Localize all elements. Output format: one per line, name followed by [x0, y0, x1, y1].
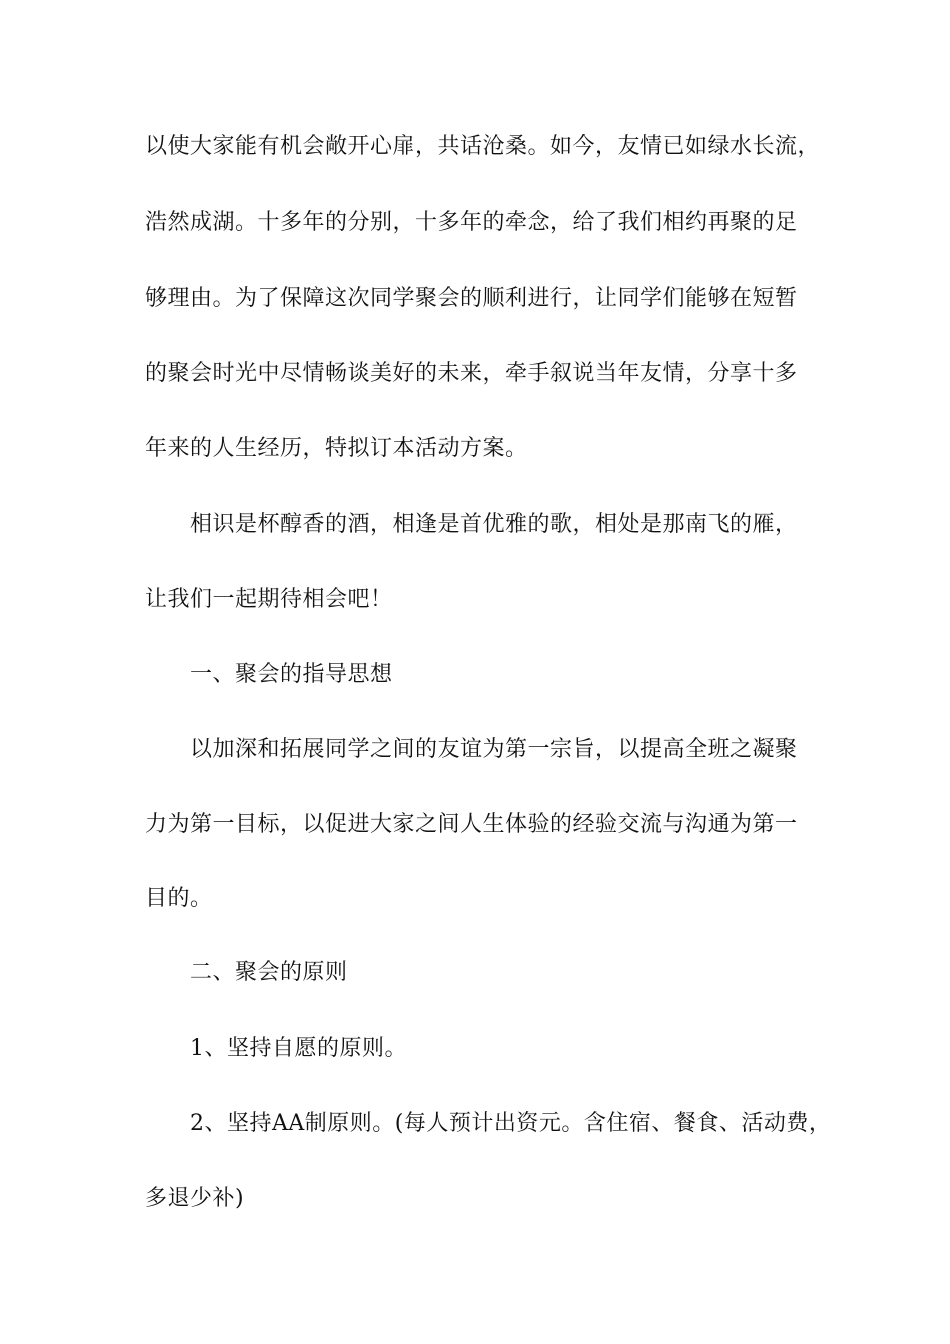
list-item: 2、坚持AA制原则。(每人预计出资元。含住宿、餐食、活动费， [190, 1111, 832, 1136]
body-text-line: 浩然成湖。十多年的分别，十多年的牵念，给了我们相约再聚的足 [145, 210, 798, 235]
body-text-line: 力为第一目标，以促进大家之间人生体验的经验交流与沟通为第一 [145, 812, 798, 837]
paragraph-start-line: 以加深和拓展同学之间的友谊为第一宗旨，以提高全班之凝聚 [190, 737, 798, 762]
body-text-line: 目的。 [145, 886, 213, 911]
body-text-line: 的聚会时光中尽情畅谈美好的未来，牵手叙说当年友情，分享十多 [145, 361, 798, 386]
body-text-line: 够理由。为了保障这次同学聚会的顺利进行，让同学们能够在短暂 [145, 286, 798, 311]
body-text-line: 多退少补) [145, 1186, 245, 1211]
body-text-line: 以使大家能有机会敞开心扉，共话沧桑。如今，友情已如绿水长流， [145, 134, 821, 159]
paragraph-start-line: 相识是杯醇香的酒，相逢是首优雅的歌，相处是那南飞的雁， [190, 512, 798, 537]
body-text-line: 让我们一起期待相会吧！ [145, 587, 393, 612]
list-item: 1、坚持自愿的原则。 [190, 1036, 407, 1061]
section-heading: 一、聚会的指导思想 [190, 662, 393, 687]
section-heading: 二、聚会的原则 [190, 960, 348, 985]
body-text-line: 年来的人生经历，特拟订本活动方案。 [145, 436, 528, 461]
